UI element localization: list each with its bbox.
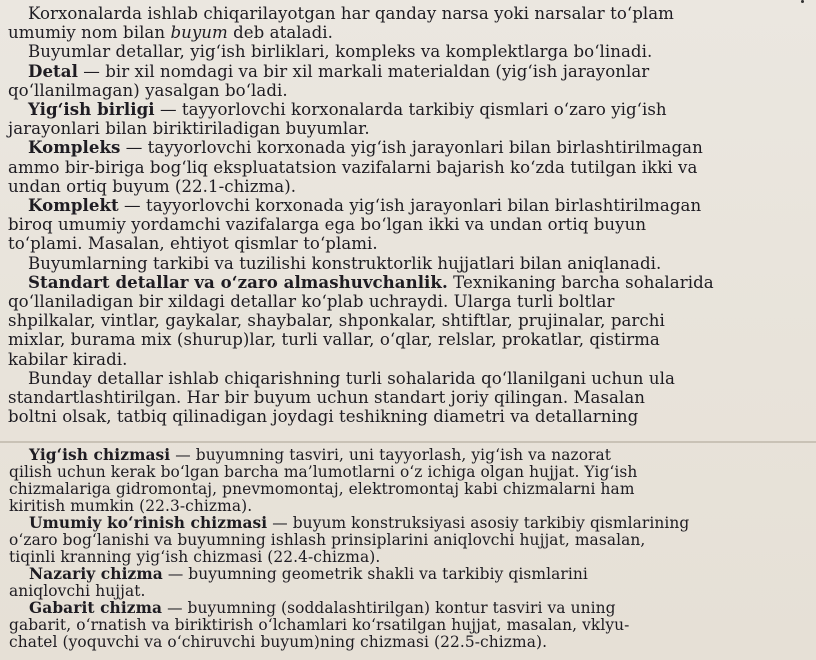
term-heading: Standart detallar va o‘zaro almashuvchanlik. <box>28 271 448 292</box>
text-line <box>8 254 816 273</box>
body-text: o‘zaro bog‘lanishi va buyumning ishlash prinsiplarini aniqlovchi hujjat, masalan, <box>9 531 646 549</box>
body-text: Buyumlarning tarkibi va tuzilishi konstruktorlik hujjatlari bilan aniqlanadi. <box>28 253 662 273</box>
body-text: deb ataladi. <box>227 23 333 43</box>
text-line <box>8 4 816 23</box>
text-line <box>8 177 816 196</box>
term-heading: Komplekt <box>28 195 119 216</box>
text-line <box>8 215 816 234</box>
term-heading: Gabarit chizma <box>29 599 163 617</box>
text-line <box>8 273 816 292</box>
body-text: chizmalariga gidromontaj, pnevmomontaj, elektromontaj kabi chizmalarni ham <box>9 480 635 498</box>
body-text: — buyumning geometrik shakli va tarkibiy qismlarini <box>162 565 588 583</box>
text-line <box>8 62 816 81</box>
upper-text-block <box>8 4 816 426</box>
body-text: Texnikaning barcha sohalarida <box>447 272 714 292</box>
body-text: — buyum konstruksiyasi asosiy tarkibiy qismlarining <box>267 514 690 532</box>
text-line <box>8 311 816 330</box>
text-line <box>9 515 809 532</box>
text-line <box>9 447 809 464</box>
body-text: biroq umumiy yordamchi vazifalarga ega bo‘lgan ikki va undan ortiq buyun <box>8 215 647 235</box>
body-text: Bunday detallar ishlab chiqarishning turli sohalarida qo‘llanilgani uchun ula <box>28 368 675 388</box>
text-line <box>9 617 809 634</box>
text-line <box>9 634 809 651</box>
term-heading: Yig‘ish chizmasi <box>29 446 171 464</box>
text-line <box>9 481 809 498</box>
text-line <box>8 100 816 119</box>
text-line <box>8 196 816 215</box>
text-line <box>8 350 816 369</box>
scan-speck <box>801 0 804 3</box>
section-divider <box>0 441 816 443</box>
text-line <box>9 600 809 617</box>
body-text: — bir xil nomdagi va bir xil markali materialdan (yig‘ish jarayonlar <box>77 61 650 81</box>
text-line <box>9 549 809 566</box>
body-text: to‘plami. Masalan, ehtiyot qismlar to‘plami. <box>8 234 378 254</box>
term-heading: Detal <box>28 60 78 81</box>
body-text: qilish uchun kerak bo‘lgan barcha ma’lumotlarni o‘z ichiga olgan hujjat. Yig‘ish <box>9 463 638 481</box>
text-line <box>8 407 816 426</box>
body-text: umumiy nom bilan <box>8 23 171 43</box>
body-text: tiqinli kranning yig‘ish chizmasi (22.4-chizma). <box>9 548 381 566</box>
text-line <box>8 330 816 349</box>
text-line <box>8 81 816 100</box>
body-text: qo‘llaniladigan bir xildagi detallar ko‘plab uchraydi. Ularga turli boltlar <box>8 292 615 312</box>
body-text: kabilar kiradi. <box>8 349 128 369</box>
term-heading: Nazariy chizma <box>29 565 163 583</box>
body-text: — tayyorlovchi korxonalarda tarkibiy qismlari o‘zaro yig‘ish <box>154 100 667 120</box>
text-line <box>8 119 816 138</box>
text-line <box>9 583 809 600</box>
text-line <box>8 138 816 157</box>
body-text: aniqlovchi hujjat. <box>9 582 146 600</box>
text-line <box>8 23 816 42</box>
text-line <box>9 498 809 515</box>
body-text: standartlashtirilgan. Har bir buyum uchun standart joriy qilingan. Masalan <box>8 388 646 408</box>
body-text: ammo bir-biriga bog‘liq ekspluatatsion vazifalarni bajarish ko‘zda tutilgan ikki va <box>8 157 698 177</box>
body-text: jarayonlari bilan biriktiriladigan buyumlar. <box>8 119 370 139</box>
term-heading: Kompleks <box>28 137 121 158</box>
body-text: qo‘llanilmagan) yasalgan bo‘ladi. <box>8 80 288 100</box>
body-text: shpilkalar, vintlar, gaykalar, shaybalar, shponkalar, shtiftlar, prujinalar, parchi <box>8 311 665 331</box>
body-text: chatel (yoquvchi va o‘chiruvchi buyum)ning chizmasi (22.5-chizma). <box>9 633 548 651</box>
text-line <box>8 369 816 388</box>
body-text: Korxonalarda ishlab chiqarilayotgan har qanday narsa yoki narsalar to‘plam <box>28 4 674 23</box>
text-line <box>9 566 809 583</box>
body-text: — tayyorlovchi korxonada yig‘ish jarayonlari bilan birlashtirilmagan <box>120 138 703 158</box>
body-text: gabarit, o‘rnatish va biriktirish o‘lchamlari ko‘rsatilgan hujjat, masalan, vklyu- <box>9 616 630 634</box>
text-line <box>8 388 816 407</box>
text-line <box>9 464 809 481</box>
body-text: kiritish mumkin (22.3-chizma). <box>9 497 253 515</box>
body-text: — buyumning (soddalashtirilgan) kontur tasviri va uning <box>162 599 616 617</box>
body-text: boltni olsak, tatbiq qilinadigan joydagi teshikning diametri va detallarning <box>8 407 639 427</box>
body-text: mixlar, burama mix (shurup)lar, turli vallar, o‘qlar, relslar, prokatlar, qistirma <box>8 330 660 350</box>
text-line <box>8 158 816 177</box>
term-heading: Umumiy ko‘rinish chizmasi <box>29 514 268 532</box>
emphasis-text: buyum <box>170 23 228 43</box>
text-line <box>8 42 816 61</box>
lower-text-block <box>9 447 809 651</box>
text-line <box>9 532 809 549</box>
body-text: — tayyorlovchi korxonada yig‘ish jarayonlari bilan birlashtirilmagan <box>118 196 702 216</box>
text-line <box>8 234 816 253</box>
body-text: — buyumning tasviri, uni tayyorlash, yig‘ish va nazorat <box>170 446 612 464</box>
text-line <box>8 292 816 311</box>
body-text: Buyumlar detallar, yig‘ish birliklari, kompleks va komplektlarga bo‘linadi. <box>28 42 653 62</box>
term-heading: Yig‘ish birligi <box>28 99 155 120</box>
body-text: undan ortiq buyum (22.1-chizma). <box>8 176 297 196</box>
